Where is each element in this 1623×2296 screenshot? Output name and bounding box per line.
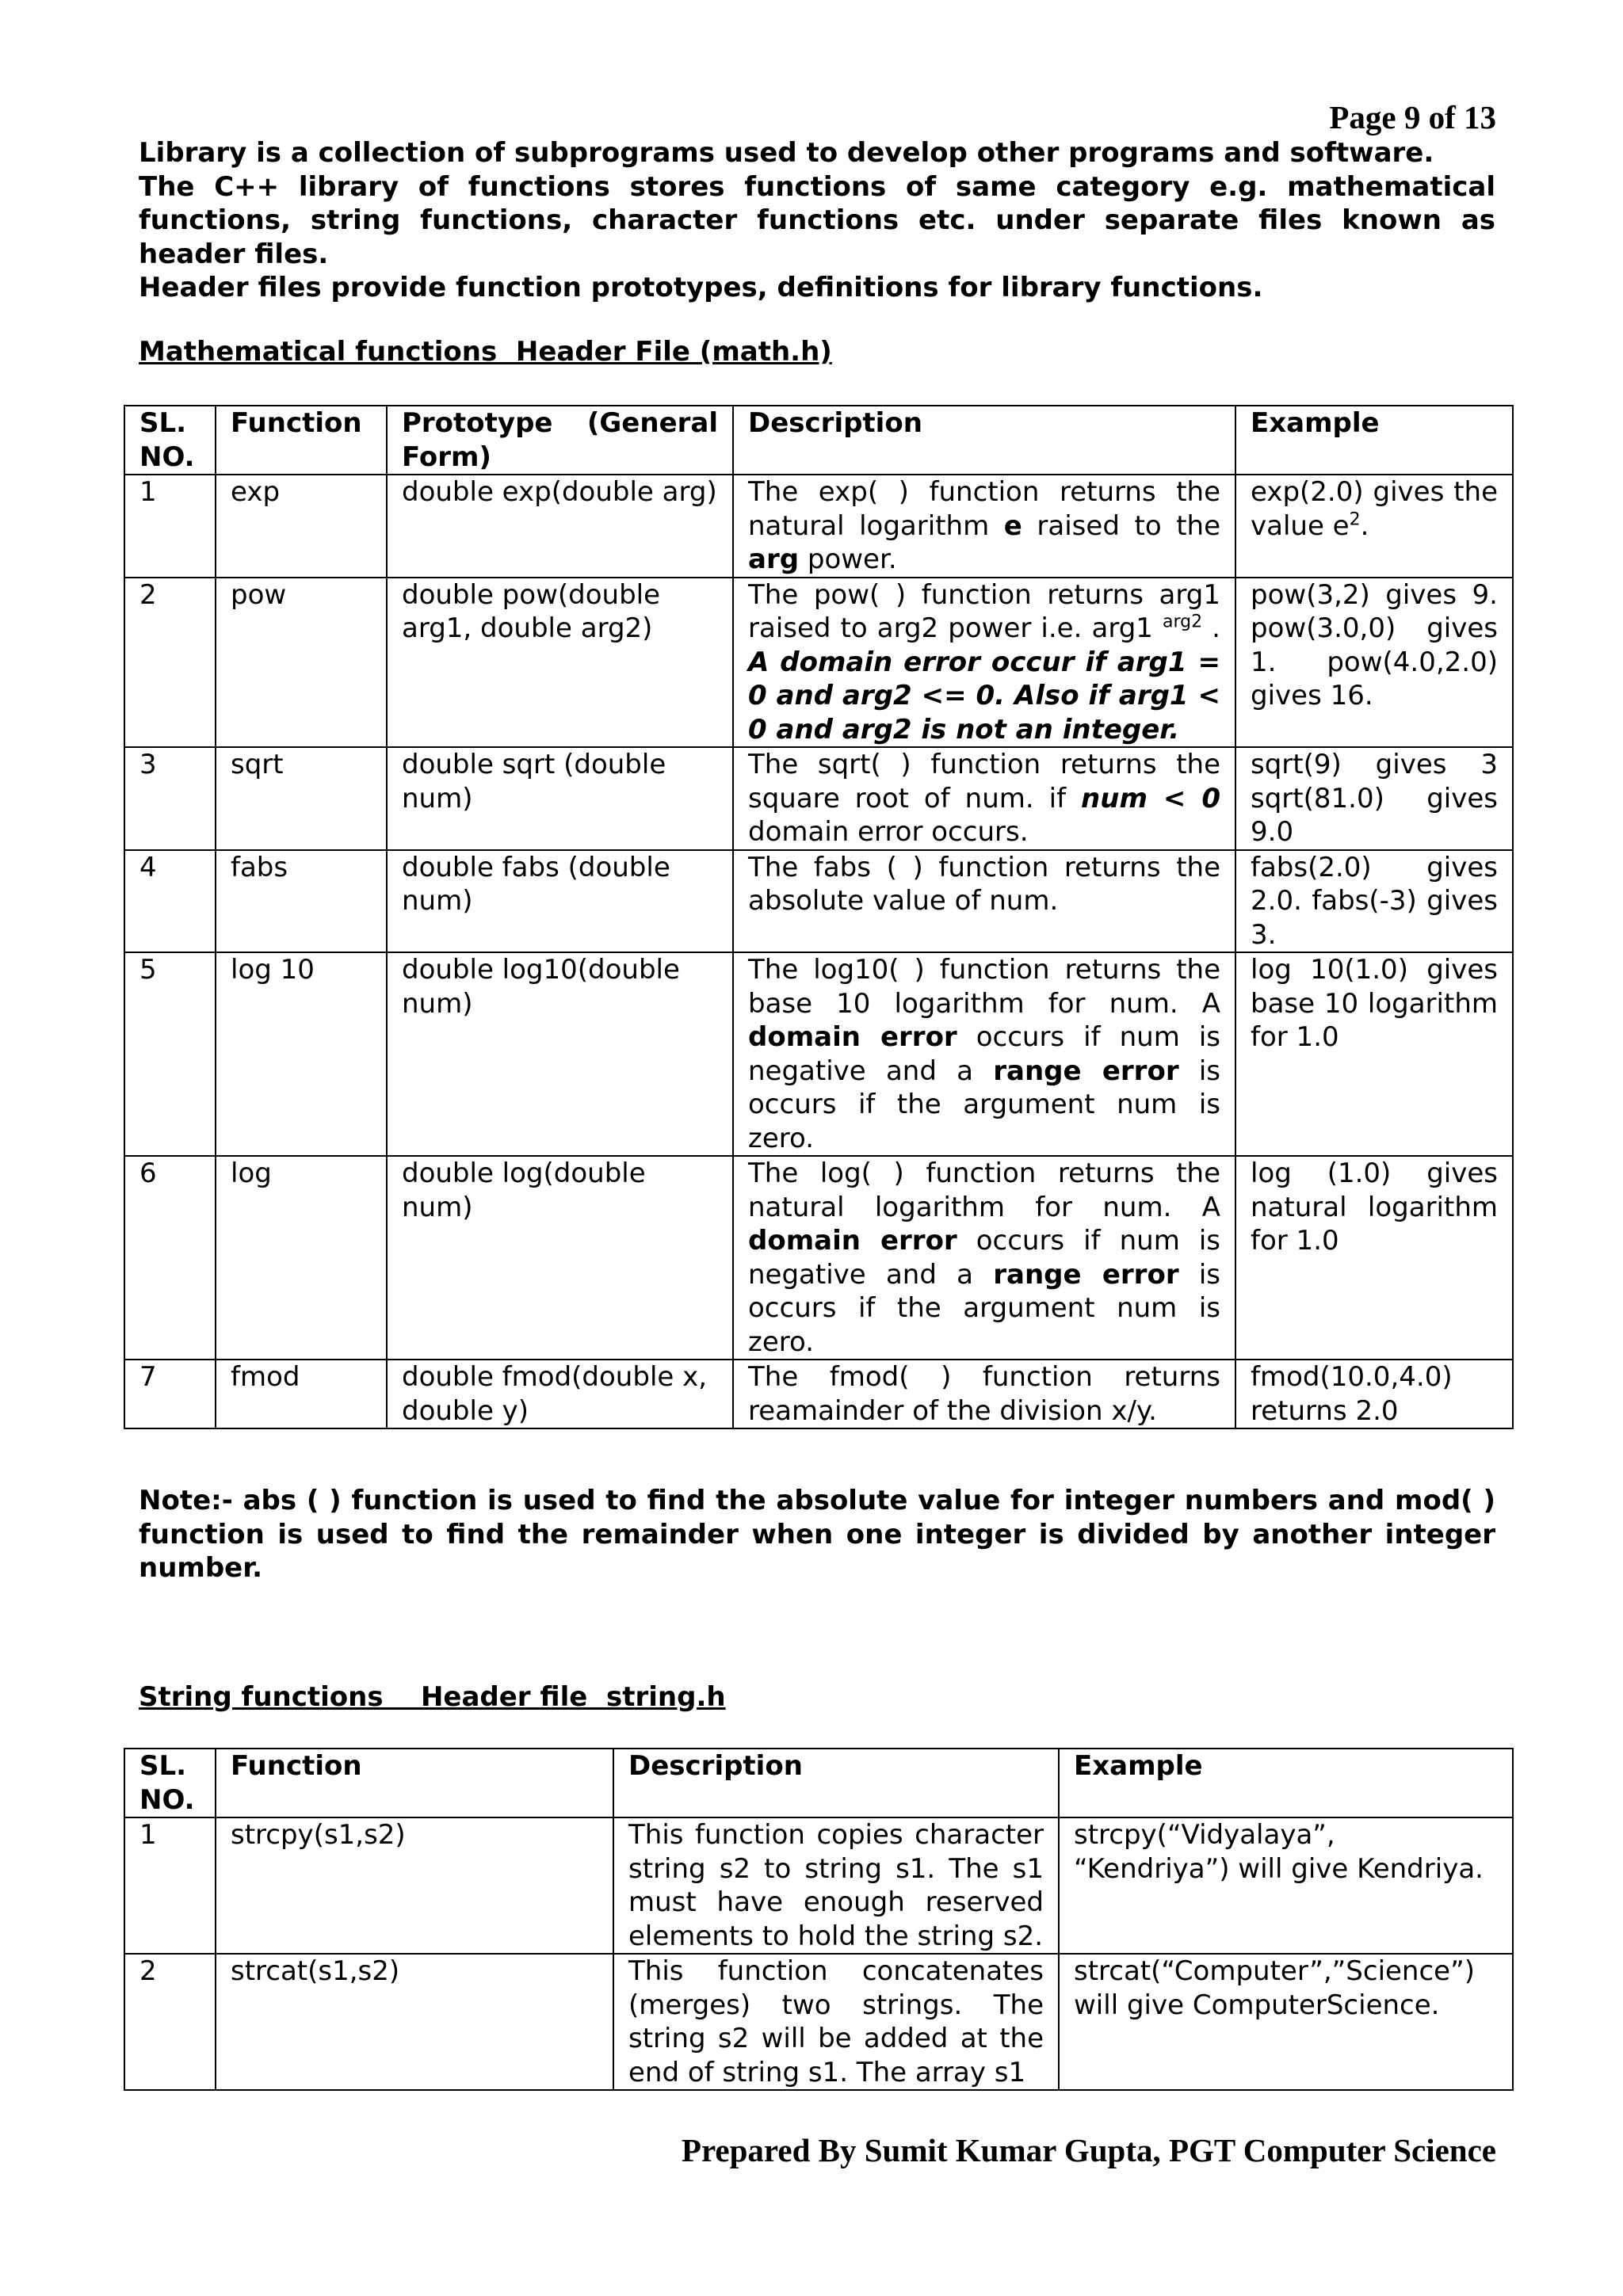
cell-prototype: double log10(double num) [387, 952, 733, 1156]
cell-sl: 1 [124, 1817, 216, 1954]
cell-function: exp [216, 475, 387, 578]
cell-prototype: double sqrt (double num) [387, 747, 733, 850]
table-row [124, 1954, 1513, 2090]
cell-function: pow [216, 578, 387, 748]
header-prototype: Prototype (General Form) [387, 406, 733, 475]
cell-description: This function copies character string s2 to string s1. The s1 must have enough reserved elements to hold the string s2. [613, 1817, 1059, 1954]
table-row [124, 850, 1513, 953]
cell-example: log (1.0) gives natural logarithm for 1.0 [1235, 1156, 1513, 1360]
note-paragraph: Note:- abs ( ) function is used to find the absolute value for integer numbers and mod( ) function is used to find the remainder when one integer is divided by another integer number. [139, 1485, 1495, 1584]
cell-prototype: double fmod(double x, double y) [387, 1360, 733, 1428]
cell-prototype: double fabs (double num) [387, 850, 733, 953]
header-sl-no: SL. NO. [124, 1749, 216, 1817]
cell-example: strcat(“Computer”,”Science”) will give ComputerScience. [1059, 1954, 1513, 2090]
table-row [124, 578, 1513, 748]
cell-prototype: double pow(double arg1, double arg2) [387, 578, 733, 748]
table-header-row [124, 406, 1513, 475]
header-sl-no: SL. NO. [124, 406, 216, 475]
table-row [124, 1156, 1513, 1360]
cell-example: exp(2.0) gives the value $e^2$. [1235, 475, 1513, 578]
cell-example: pow(3,2) gives 9. pow(3.0,0) gives 1. pow(4.0,2.0) gives 16. [1235, 578, 1513, 748]
cell-description: The pow( ) function returns arg1 raised to arg2 power i.e. arg1 $^{arg2}$ . A domain error occur if arg1 = 0 and arg2 <= 0. Also if arg1 < 0 and arg2 is not an integer. [733, 578, 1235, 748]
header-function: Function [216, 406, 387, 475]
table-row [124, 1817, 1513, 1954]
cell-description: The exp( ) function returns the natural logarithm e raised to the arg power. [733, 475, 1235, 578]
cell-function: fabs [216, 850, 387, 953]
cell-prototype: double log(double num) [387, 1156, 733, 1360]
cell-sl: 4 [124, 850, 216, 953]
cell-function: fmod [216, 1360, 387, 1428]
cell-description: The log( ) function returns the natural logarithm for num. A domain error occurs if num is negative and a range error is occurs if the argument num is zero. [733, 1156, 1235, 1360]
cell-function: log 10 [216, 952, 387, 1156]
header-example: Example [1059, 1749, 1513, 1817]
header-example: Example [1235, 406, 1513, 475]
header-description: Description [613, 1749, 1059, 1817]
math-functions-table [124, 405, 1514, 1429]
footer-credit: Prepared By Sumit Kumar Gupta, PGT Computer Science [681, 2132, 1496, 2168]
cell-sl: 3 [124, 747, 216, 850]
intro-text [139, 136, 1495, 305]
cell-function: strcat(s1,s2) [216, 1954, 613, 2090]
cell-example: sqrt(9) gives 3 sqrt(81.0) gives 9.0 [1235, 747, 1513, 850]
cell-description: The sqrt( ) function returns the square root of num. if num < 0 domain error occurs. [733, 747, 1235, 850]
intro-paragraph-2: The C++ library of functions stores functions of same category e.g. mathematical functions, string functions, character functions etc. under separate files known as header files. [139, 170, 1495, 270]
cell-example: strcpy(“Vidyalaya”, “Kendriya”) will give Kendriya. [1059, 1817, 1513, 1954]
table-row [124, 952, 1513, 1156]
cell-sl: 2 [124, 578, 216, 748]
intro-line-1: Library is a collection of subprograms used to develop other programs and software. [139, 137, 1434, 169]
cell-example: fmod(10.0,4.0) returns 2.0 [1235, 1360, 1513, 1428]
math-section-heading: Mathematical functions Header File (math.h) [139, 336, 832, 368]
cell-sl: 1 [124, 475, 216, 578]
cell-function: strcpy(s1,s2) [216, 1817, 613, 1954]
cell-description: The fmod( ) function returns reamainder of the division x/y. [733, 1360, 1235, 1428]
string-functions-table [124, 1748, 1514, 2091]
table-row [124, 475, 1513, 578]
page-number: Page 9 of 13 [1329, 99, 1496, 135]
string-section-heading: String functions Header file string.h [139, 1681, 726, 1713]
header-description: Description [733, 406, 1235, 475]
cell-example: log 10(1.0) gives base 10 logarithm for 1.0 [1235, 952, 1513, 1156]
cell-description: This function concatenates (merges) two strings. The string s2 will be added at the end of string s1. The array s1 [613, 1954, 1059, 2090]
cell-sl: 2 [124, 1954, 216, 2090]
cell-function: log [216, 1156, 387, 1360]
cell-description: The log10( ) function returns the base 10 logarithm for num. A domain error occurs if num is negative and a range error is occurs if the argument num is zero. [733, 952, 1235, 1156]
cell-sl: 5 [124, 952, 216, 1156]
intro-line-3: Header files provide function prototypes, definitions for library functions. [139, 272, 1263, 303]
header-function: Function [216, 1749, 613, 1817]
table-row [124, 747, 1513, 850]
cell-function: sqrt [216, 747, 387, 850]
cell-example: fabs(2.0) gives 2.0. fabs(-3) gives 3. [1235, 850, 1513, 953]
cell-description: The fabs ( ) function returns the absolute value of num. [733, 850, 1235, 953]
cell-sl: 7 [124, 1360, 216, 1428]
cell-prototype: double exp(double arg) [387, 475, 733, 578]
table-row [124, 1360, 1513, 1428]
cell-sl: 6 [124, 1156, 216, 1360]
table-header-row [124, 1749, 1513, 1817]
